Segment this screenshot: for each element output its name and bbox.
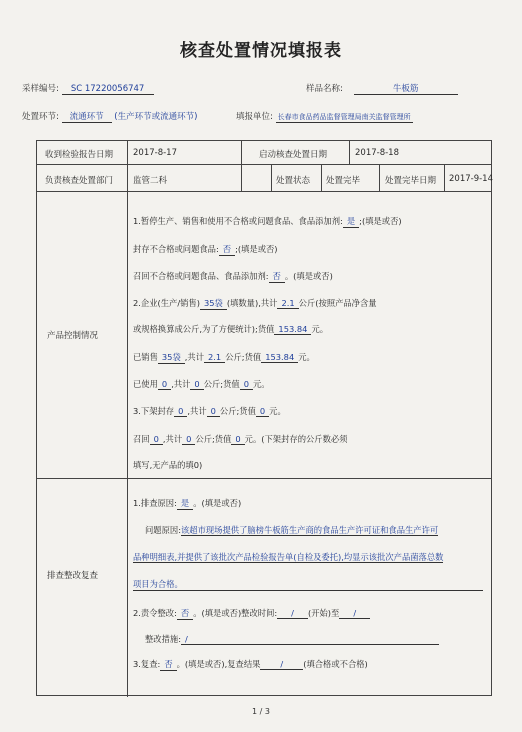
- page-title: 核查处置情况填报表: [180, 41, 342, 61]
- control-line-10: 填写,无产品的填0): [133, 460, 203, 470]
- rectify-line-1: 1.排查原因: 是 。(填是或否): [133, 498, 242, 508]
- investigate-value: 是: [177, 497, 193, 510]
- unit-value: 长春市食品药品监督管理局南关监督管理所: [277, 113, 411, 121]
- control-line-2: 封存不合格或问题食品: 否 ;(填是或否): [133, 244, 278, 254]
- start-date: 2017-8-18: [355, 148, 399, 158]
- stage-value: 流通环节: [62, 110, 112, 123]
- rectify-line-4: 项目为合格。: [133, 578, 483, 591]
- rectify-line-7: 3.复查: 否 。(填是或否),复查结果 / (填合格或不合格): [133, 659, 368, 669]
- order-rectify-value: 否: [177, 607, 193, 620]
- finish-date: 2017-9-14: [449, 174, 493, 184]
- sample-name-row: [306, 82, 458, 95]
- control-line-8: 3.下架封存 0 ,共计 0 公斤;货值 0 元。: [133, 406, 286, 416]
- status-label: 处置状态: [276, 176, 311, 186]
- dept: 监管二科: [133, 176, 168, 186]
- used-value: 0: [240, 379, 253, 390]
- control-line-4: 2.企业(生产/销售) 35袋 (填数量),共计 2.1 公斤(按照产品净含量: [133, 298, 377, 308]
- control-line-1: 1.暂停生产、销售和使用不合格或问题食品、食品添加剂: 是 ;(填是或否): [133, 216, 402, 226]
- rectify-line-3: 品种明细表,并提供了该批次产品检验报告单(自检及委托),均显示该批次产品菌落总数: [133, 552, 444, 562]
- receive-date: 2017-8-17: [133, 148, 177, 158]
- control-line-6: 已销售 35袋 ,共计 2.1 公斤;货值 153.84 元。: [133, 352, 315, 362]
- weight-value: 2.1: [277, 298, 298, 309]
- used-weight: 0: [190, 379, 203, 390]
- quantity-value: 35袋: [200, 297, 227, 310]
- status: 处置完毕: [326, 176, 361, 186]
- stage-row: [22, 110, 197, 123]
- sold-quantity: 35袋: [158, 351, 185, 364]
- sold-weight: 2.1: [204, 352, 225, 363]
- used-quantity: 0: [158, 379, 171, 390]
- rectify-line-5: 2.责令整改: 否 。(填是或否)整改时间: / (开始)至 /: [133, 607, 370, 620]
- sealed-quantity: 0: [174, 406, 187, 417]
- rectify-measures: /: [181, 634, 439, 645]
- sample-no-row: [22, 82, 154, 95]
- review-value: 否: [160, 658, 176, 671]
- suspend-sales-value: 是: [343, 215, 359, 228]
- sample-name-value: 牛板筋: [354, 82, 458, 95]
- dept-label: 负责核查处置部门: [45, 176, 114, 186]
- report-table: [36, 140, 492, 696]
- unit-label: 填报单位:: [236, 112, 273, 122]
- stage-hint: (生产环节或流通环节): [114, 112, 198, 122]
- sample-no-label: 采样编号:: [22, 84, 59, 94]
- recalled-weight: 0: [182, 434, 195, 445]
- control-line-7: 已使用 0 ,共计 0 公斤;货值 0 元。: [133, 379, 270, 389]
- page-number: 1 / 3: [252, 707, 270, 716]
- start-date-label: 启动核查处置日期: [259, 150, 328, 160]
- finish-date-label: 处置完毕日期: [385, 176, 437, 186]
- recalled-value: 0: [231, 434, 244, 445]
- receive-date-label: 收到检验报告日期: [45, 150, 114, 160]
- seal-value: 否: [219, 243, 235, 256]
- total-value: 153.84: [274, 324, 311, 335]
- recall-value: 否: [269, 270, 285, 283]
- rectify-start: /: [277, 608, 308, 619]
- cause-text: 该超市现场提供了脑榜牛板筋生产商的食品生产许可证和食品生产许可: [180, 525, 439, 535]
- sealed-weight: 0: [207, 406, 220, 417]
- control-line-9: 召回 0 ,共计 0 公斤;货值 0 元。(下架封存的公斤数必须: [133, 434, 348, 444]
- rectify-line-6: 整改措施: /: [145, 633, 439, 645]
- control-line-3: 召回不合格或问题食品、食品添加剂: 否 。(填是或否): [133, 271, 333, 281]
- recalled-quantity: 0: [150, 434, 163, 445]
- sealed-value: 0: [256, 406, 269, 417]
- unit-row: [236, 110, 413, 123]
- rectify-end: /: [339, 608, 370, 619]
- sample-no-value: SC 17220056747: [62, 84, 154, 95]
- review-result: /: [260, 659, 303, 670]
- rectify-section-label: 排查整改复查: [47, 571, 99, 581]
- sample-name-label: 样品名称:: [306, 84, 343, 94]
- stage-label: 处置环节:: [22, 112, 59, 122]
- rectify-line-2: 问题原因:该超市现场提供了脑榜牛板筋生产商的食品生产许可证和食品生产许可: [145, 525, 439, 535]
- sold-value: 153.84: [261, 352, 298, 363]
- control-section-label: 产品控制情况: [47, 331, 99, 341]
- control-line-5: 或规格换算成公斤,为了方便统计);货值 153.84 元。: [133, 324, 329, 334]
